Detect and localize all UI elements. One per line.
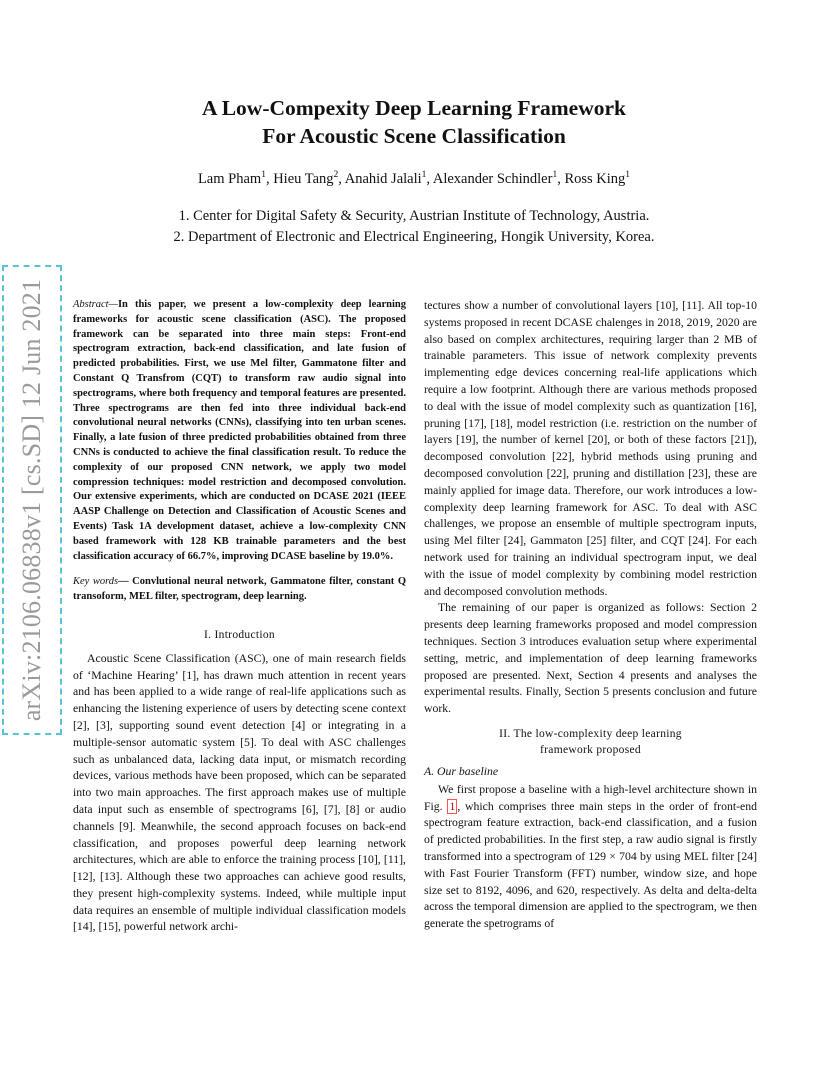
author-affiliation-mark: 1 <box>552 170 558 180</box>
paper-title <box>0 94 828 150</box>
author-name: Alexander Schindler <box>432 170 553 187</box>
figure-1-link[interactable]: 1 <box>449 799 456 813</box>
title-line-1: A Low-Compexity Deep Learning Framework <box>202 96 626 120</box>
left-column <box>73 298 406 936</box>
intro-paragraph-1-continued: tectures show a number of convolutional layers [10], [11]. All top-10 systems proposed in recent DCASE chalenges in 2018, 2019, 2020 are also based on complex architectures, requiring larger than 2 MB of trainable parameters. This issue of network complexity prevents implementing edge devices concerning real-life applications which require a low footprint. Although there are various methods proposed to deal with the issue of model complexity such as quantization [16], pruning [17], [18], model restriction (i.e. restriction on the number of layers [19], the number of kernel [20], or both of these factors [21]), decomposed convolution [22], hybrid methods using pruning and decomposed convolution [22], pruning and distillation [23], these are mainly applied for image data. Therefore, our work introduces a low-complexity deep learning framework for ASC. To deal with ASC challenges, we propose an ensemble of multiple spectrogram inputs, using Mel filter [24], Gammaton [25] filter, and CQT [24]. For each network used for training an individual spectrogram input, we deal with the issue of model complexity by combining model restriction and decomposed convolution methods. <box>424 299 757 598</box>
section-1-heading: I. Introduction <box>204 628 275 641</box>
keywords: Key words— Convlutional neural network, Gammatone filter, constant Q transoform, MEL filter, spectrogram, deep learning. <box>73 576 406 603</box>
abstract-label: Abstract <box>73 299 109 310</box>
author-name: Lam Pham <box>197 170 262 187</box>
author-list: Lam Pham$^1$, Hieu Tang$^2$, Anahid Jalali$^1$, Alexander Schindler$^1$, Ross King$^1$ <box>197 170 631 187</box>
intro-paragraph-2: The remaining of our paper is organized as follows: Section 2 presents deep learning frameworks proposed and model compression techniques. Section 3 introduces evaluation setup where experimental setting, metric, and implementation of deep learning frameworks proposed are presented. Next, Section 4 presents and analyses the experimental results. Finally, Section 5 presents conclusion and future work. <box>424 601 757 716</box>
author-name: Ross King <box>564 170 626 187</box>
author-affiliation-mark: 1 <box>625 170 631 180</box>
author-name: Anahid Jalali <box>344 170 422 187</box>
baseline-text-after-ref: , which comprises three main steps in the order of front-end spectrogram feature extraction, back-end classification, and a fusion of predicted probabilities. In the first step, a raw audio signal is firstly transformed into a spectrogram of 129 × 704 by using MEL filter [24] with Fast Fourier Transform (FFT) number, window size, and hope size set to 8192, 4096, and 620, respectively. As delta and delta-delta across the temporal dimension are applied to the spectrogram, we then generate the spetrograms of <box>424 799 757 931</box>
affiliations <box>0 206 828 248</box>
subsection-heading: A. Our baseline <box>424 764 499 778</box>
arxiv-stamp-text: arXiv:2106.06838v1 [cs.SD] 12 Jun 2021 <box>17 278 46 722</box>
right-column <box>424 298 757 933</box>
keywords-label: Key words <box>73 576 119 588</box>
author-affiliation-mark: 1 <box>421 170 427 180</box>
section-2-heading-line-1: II. The low-complexity deep learning <box>499 727 682 740</box>
author-affiliation-mark: 1 <box>261 170 266 180</box>
arxiv-stamp-link[interactable] <box>2 265 62 735</box>
affiliation-1: 1. Center for Digital Safety & Security, Austrian Institute of Technology, Austria. <box>178 208 650 224</box>
abstract-text: In this paper, we present a low-complexity deep learning frameworks for acoustic scene classification (ASC). The proposed framework can be separated into three main steps: Front-end spectrogram extraction, back-end classification, and late fusion of predicted probabilities. First, we use Mel filter, Gammatone filter and Constant Q Transfrom (CQT) to transform raw audio signal into spectrograms, where both frequency and temporal features are presented. Three spectrograms are then fed into three individual back-end convolutional neural networks (CNNs), classifying into ten urban scenes. Finally, a late fusion of three predicted probabilities obtained from three CNNs is conducted to achieve the final classification result. To reduce the complexity of our proposed CNN network, we apply two model compression techniques: model restriction and decomposed convolution. Our extensive experiments, which are conducted on DCASE 2021 (IEEE AASP Challenge on Detection and Classification of Acoustic Scenes and Events) Task 1A development dataset, achieve a low-complexity CNN based framework with 128 KB trainable parameters and the best classification accuracy of 66.7%, improving DCASE baseline by 19.0%. <box>73 299 406 562</box>
baseline-paragraph <box>424 782 757 933</box>
affiliation-2: 2. Department of Electronic and Electrical Engineering, Hongik University, Korea. <box>173 229 655 245</box>
section-2-heading <box>424 726 757 758</box>
keywords-text: Convlutional neural network, Gammatone filter, constant Q transoform, MEL filter, spectrogram, deep learning. <box>73 576 406 603</box>
author-name: Hieu Tang <box>273 170 334 187</box>
baseline-text-before-ref: We first propose a baseline with a high-level architecture shown in Fig. <box>424 782 757 813</box>
intro-paragraph-1: Acoustic Scene Classification (ASC), one of main research fields of ‘Machine Hearing’ [1], has drawn much attention in recent years and has been applied to a wide range of real-life applications such as enhancing the listening experience of users by detecting scene context [2], [3], supporting sound event detection [4] or integrating in a multiple-sensor automatic system [5]. To deal with ASC challenges such as unbalanced data, lacking data input, or mismatch recording devices, various methods have been proposed, which can be separated into two main approaches. The first approach makes use of multiple data input such as ensemble of spectrograms [6], [7], [8] or audio channels [9]. Meanwhile, the second approach focuses on back-end classification, and proposes powerful deep learning network architectures, which are able to enforce the training process [10], [11], [12], [13]. Although these two approaches can achieve good results, they present high-complexity systems. Indeed, while multiple input data requires an ensemble of multiple individual classification models [14], [15], powerful network archi- <box>73 651 406 934</box>
abstract: Abstract—In this paper, we present a low-complexity deep learning frameworks for acoustic scene classification (ASC). The proposed framework can be separated into three main steps: Front-end spectrogram extraction, back-end classification, and late fusion of predicted probabilities. First, we use Mel filter, Gammatone filter and Constant Q Transfrom (CQT) to transform raw audio signal into spectrograms, where both frequency and temporal features are presented. Three spectrograms are then fed into three individual back-end convolutional neural networks (CNNs), classifying into ten urban scenes. Finally, a late fusion of three predicted probabilities obtained from three CNNs is conducted to achieve the final classification result. To reduce the complexity of our proposed CNN network, we apply two model compression techniques: model restriction and decomposed convolution. Our extensive experiments, which are conducted on DCASE 2021 (IEEE AASP Challenge on Detection and Classification of Acoustic Scenes and Events) Task 1A development dataset, achieve a low-complexity CNN based framework with 128 KB trainable parameters and the best classification accuracy of 66.7%, improving DCASE baseline by 19.0%. <box>73 299 406 562</box>
section-2-heading-line-2: framework proposed <box>540 743 641 756</box>
title-line-2: For Acoustic Scene Classification <box>262 124 566 148</box>
author-affiliation-mark: 2 <box>333 170 339 180</box>
